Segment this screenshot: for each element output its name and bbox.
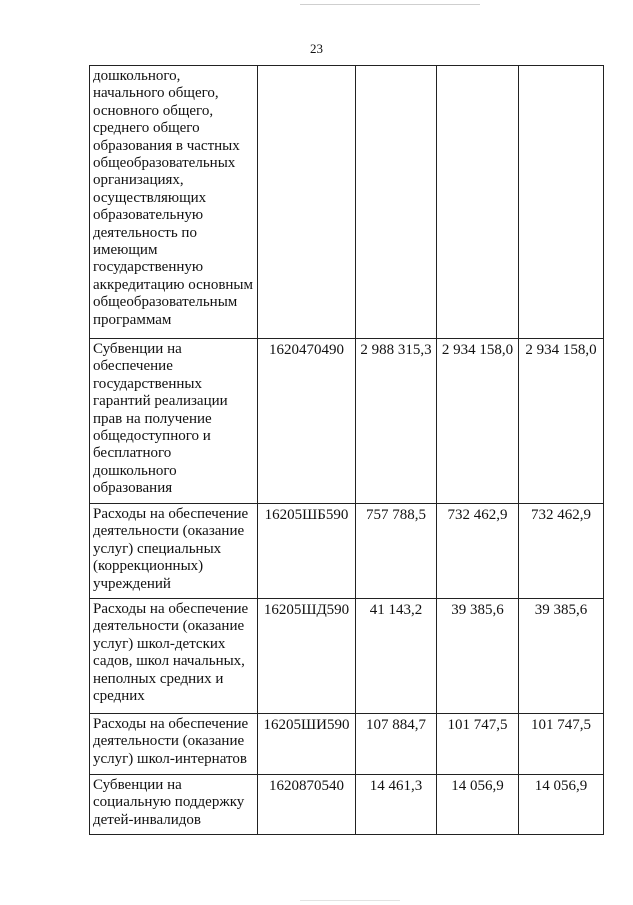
row-value-2 — [437, 339, 519, 504]
row-description — [90, 775, 258, 835]
table-row — [90, 775, 604, 835]
row-value-1 — [356, 714, 437, 775]
row-value-3-text: 2 934 158,0 — [525, 342, 597, 358]
row-value-3-text: 732 462,9 — [531, 507, 591, 523]
row-code-text: 1620470490 — [269, 342, 344, 358]
row-code — [258, 504, 356, 599]
row-description-text: Расходы на обеспечение деятельности (оказание услуг) специальных (коррекционных) учреждений — [93, 506, 249, 592]
table-row — [90, 714, 604, 775]
row-value-1 — [356, 775, 437, 835]
row-description-text: Расходы на обеспечение деятельности (оказание услуг) школ-интернатов — [93, 716, 249, 767]
row-description-text: Субвенции на обеспечение государственных гарантий реализации прав на получение общедоступного и бесплатного дошкольного образования — [93, 341, 228, 497]
row-description — [90, 504, 258, 599]
row-description-text: Субвенции на социальную поддержку детей-инвалидов — [93, 777, 245, 828]
row-description — [90, 66, 258, 339]
row-code-text: 16205ШБ590 — [264, 507, 349, 523]
row-value-2-text: 39 385,6 — [451, 602, 504, 618]
row-value-1-text: 757 788,5 — [366, 507, 426, 523]
table-row — [90, 339, 604, 504]
row-value-2 — [437, 504, 519, 599]
row-value-3-text: 101 747,5 — [531, 717, 591, 733]
row-value-3 — [519, 66, 604, 339]
scan-artifact-line — [300, 900, 400, 901]
row-value-2-text: 101 747,5 — [447, 717, 508, 733]
row-value-1 — [356, 504, 437, 599]
row-value-3 — [519, 339, 604, 504]
budget-table — [89, 65, 604, 835]
row-description — [90, 714, 258, 775]
row-value-2 — [437, 714, 519, 775]
row-value-3-text: 14 056,9 — [534, 778, 588, 794]
row-value-3 — [519, 504, 604, 599]
row-value-2-text — [437, 66, 518, 69]
row-description-text: дошкольного, начального общего, основного общего, среднего общего образования в частных общеобразовательных организациях, осуществляющих образовательную деятельность по имеющим государственную аккредитацию основным общеобразовательным программам — [93, 68, 253, 328]
row-code — [258, 66, 356, 339]
row-value-3 — [519, 775, 604, 835]
row-description-text: Расходы на обеспечение деятельности (оказание услуг) школ-детских садов, школ начальных, неполных средних и средних — [93, 601, 249, 705]
row-value-1-text: 107 884,7 — [366, 717, 426, 733]
row-value-3 — [519, 714, 604, 775]
row-value-1-text — [356, 66, 436, 69]
row-code — [258, 339, 356, 504]
row-code — [258, 714, 356, 775]
row-value-3-text — [519, 66, 603, 69]
row-value-1-text: 2 988 315,3 — [360, 342, 432, 358]
row-value-1 — [356, 599, 437, 714]
row-value-1 — [356, 66, 437, 339]
row-value-2-text: 14 056,9 — [451, 778, 504, 794]
row-description — [90, 599, 258, 714]
row-description — [90, 339, 258, 504]
page-number: 23 — [310, 41, 323, 56]
row-value-3 — [519, 599, 604, 714]
row-value-1 — [356, 339, 437, 504]
row-code — [258, 599, 356, 714]
row-value-2 — [437, 775, 519, 835]
row-code-text: 16205ШД590 — [263, 602, 350, 618]
row-value-2-text: 732 462,9 — [447, 507, 508, 523]
table-row — [90, 599, 604, 714]
row-value-2 — [437, 599, 519, 714]
row-code — [258, 775, 356, 835]
row-code-text: 1620870540 — [269, 778, 344, 794]
row-value-1-text: 14 461,3 — [369, 778, 423, 794]
row-value-2-text: 2 934 158,0 — [441, 342, 514, 358]
scan-artifact-line — [300, 4, 480, 5]
table-row — [90, 504, 604, 599]
table-row — [90, 66, 604, 339]
row-code-text — [258, 66, 355, 69]
row-value-1-text: 41 143,2 — [369, 602, 423, 618]
row-value-2 — [437, 66, 519, 339]
row-value-3-text: 39 385,6 — [534, 602, 588, 618]
row-code-text: 16205ШИ590 — [263, 717, 350, 733]
